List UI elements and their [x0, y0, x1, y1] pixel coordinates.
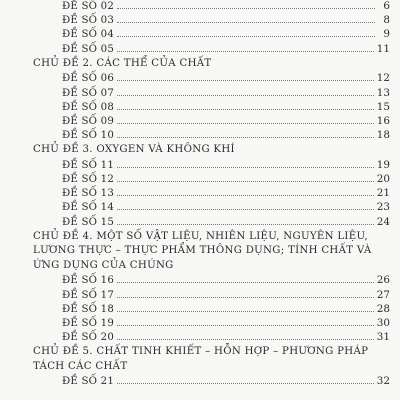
toc-entry-label: ĐỀ SỐ 04	[62, 29, 115, 41]
dot-leader	[117, 382, 374, 384]
toc-entry-label: ĐỀ SỐ 17	[62, 289, 115, 301]
chapter-heading[interactable]: CHỦ ĐỀ 2. CÁC THỂ CỦA CHẤT	[33, 57, 212, 69]
dot-leader	[117, 108, 374, 110]
toc-entry-label: ĐỀ SỐ 06	[62, 73, 115, 85]
toc-entry-page: 13	[376, 86, 390, 99]
toc-entry-label: ĐỀ SỐ 09	[62, 115, 115, 127]
toc-entry-page: 8	[383, 14, 390, 27]
dot-leader	[117, 338, 374, 340]
toc-entry-page: 24	[376, 215, 390, 228]
toc-entry-page: 21	[376, 187, 390, 200]
toc-entry-label: ĐỀ SỐ 11	[62, 159, 115, 171]
toc-entry-label: ĐỀ SỐ 08	[62, 101, 115, 113]
dot-leader	[117, 180, 374, 182]
toc-entry-page: 11	[376, 42, 390, 55]
dot-leader	[117, 166, 374, 168]
toc-entry-page: 6	[383, 0, 390, 12]
toc-entry-label: ĐỀ SỐ 02	[62, 1, 115, 12]
toc-entry-page: 32	[376, 375, 390, 388]
toc-entry-label: ĐỀ SỐ 15	[62, 216, 115, 228]
toc-entry-page: 15	[376, 100, 390, 113]
toc-entry-label: ĐỀ SỐ 05	[62, 43, 115, 55]
toc-entry-label: ĐỀ SỐ 14	[62, 202, 115, 214]
toc-entry-page: 20	[376, 173, 390, 185]
toc-entry-label: ĐỀ SỐ 03	[62, 15, 115, 27]
dot-leader	[117, 79, 374, 81]
dot-leader	[117, 50, 374, 52]
dot-leader	[117, 21, 375, 23]
toc-entry-label: ĐỀ SỐ 18	[62, 303, 115, 315]
toc-entry-label: ĐỀ SỐ 20	[62, 332, 115, 344]
dot-leader	[117, 94, 374, 96]
toc-entry-page: 23	[376, 201, 390, 214]
dot-leader	[117, 194, 374, 196]
chapter-heading[interactable]: CHỦ ĐỀ 3. OXYGEN VÀ KHÔNG KHÍ	[33, 144, 235, 156]
dot-leader	[117, 136, 374, 138]
dot-leader	[117, 7, 375, 9]
dot-leader	[117, 122, 374, 124]
dot-leader	[117, 310, 374, 312]
toc-entry-page: 16	[376, 114, 390, 127]
dot-leader	[117, 281, 374, 283]
toc-entry-page: 31	[376, 331, 390, 344]
dot-leader	[117, 296, 374, 298]
toc-entry[interactable]	[62, 375, 390, 391]
dot-leader	[117, 324, 374, 326]
toc-entry-page: 12	[376, 72, 390, 85]
toc-entry-page: 26	[376, 274, 390, 287]
toc-entry-label: ĐỀ SỐ 21	[62, 376, 115, 388]
chapter-heading[interactable]: CHỦ ĐỀ 5. CHẤT TINH KHIẾT – HỖN HỢP – PHƯƠNG PHÁP TÁCH CÁC CHẤT	[33, 346, 369, 372]
toc-entry-page: 30	[376, 316, 390, 329]
chapter-heading[interactable]: CHỦ ĐỀ 4. MỘT SỐ VẬT LIỆU, NHIÊN LIỆU, NGUYÊN LIỆU, LƯƠNG THỰC – THỰC PHẨM THÔNG DỤNG; TÍNH CHẤT VÀ ỨNG DỤNG CỦA CHÚNG	[33, 230, 372, 271]
toc-entry-label: ĐỀ SỐ 19	[62, 317, 115, 329]
dot-leader	[117, 223, 374, 225]
toc-entry-page: 9	[383, 28, 390, 41]
toc-entry-page: 19	[376, 158, 390, 171]
dot-leader	[117, 208, 374, 210]
dot-leader	[117, 35, 375, 37]
toc-entry-label: ĐỀ SỐ 10	[62, 130, 115, 142]
toc-entry-label: ĐỀ SỐ 12	[62, 174, 115, 185]
toc-entry-label: ĐỀ SỐ 16	[62, 275, 115, 287]
toc-entry-label: ĐỀ SỐ 07	[62, 87, 115, 99]
toc-entry-page: 28	[376, 302, 390, 315]
toc-entry-label: ĐỀ SỐ 13	[62, 188, 115, 200]
toc-entry-page: 18	[376, 129, 390, 142]
toc-entry-page: 27	[376, 288, 390, 301]
